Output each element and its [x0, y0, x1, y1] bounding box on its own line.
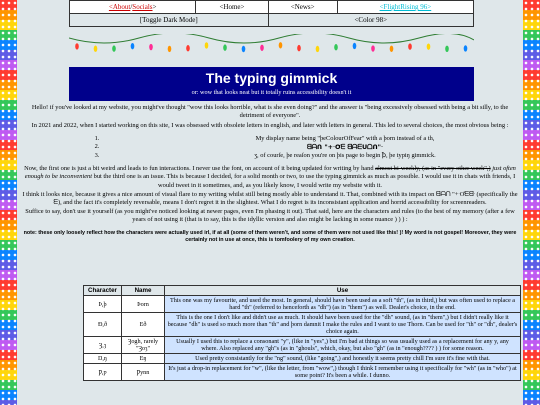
light-bulb [427, 43, 431, 49]
table-row [84, 364, 521, 381]
paragraph-3: I think it looks nice, because it gives a nice amount of visual flare to my writing whilst still being mostly able to understand it. That, combined with its impact on ᗺᗩᑎ "+ᐧƠᗴᗺᐧ (specifically the ᗴ), and the fact it's completely reversable, means I don't regret it in the slightest. What I do regret is its inconsistant application and horrid accessibility for screenreaders. [22, 190, 518, 207]
cell-use: This is the one I don't like and didn't use as much. It should have been used for the "dh" sound, (as in "them",) but I didn't really like it because "dh" is used so much more than "th" and þorn damnit I make the rules and I want to use Thorn. Can be used for "th" or "dh", dealer's choice again. [165, 313, 521, 337]
light-bulb [260, 45, 264, 51]
light-bulb [464, 45, 468, 51]
nav-news-cell [268, 1, 337, 14]
cell-use: Usually I used this to replace a consonant "y", (like in "yes",) but I'm bad at things so was usually used as a replacement for any y, any where. Also replaced any "gh"s (as in "ghouls", which, okay, but also "gh" (as in "enough???? ) ) for some reason. [165, 337, 521, 354]
nav-flightrising-link[interactable]: <FlightRising 96> [379, 3, 432, 11]
light-bulb [445, 46, 449, 52]
table-row [84, 354, 521, 364]
cell-name: Ȝogh, rarely "Ȝoȝ" [122, 337, 165, 354]
page-banner [69, 67, 474, 101]
table-header-row [84, 286, 521, 296]
cell-name: Ƿynn [122, 364, 165, 381]
page-subtitle: or: wow that looks neat but it totally ruins accessibility doesn't it [191, 89, 352, 96]
light-bulb [223, 44, 227, 50]
strikethrough-text: almost bi-weekly, (as in "every other week",) [375, 164, 491, 172]
paragraph-2-text: Now, the first one is just a bit weird and leads to fun interactions. I never use the font, on account of it being updated for writing by hand [24, 164, 376, 172]
nav-news-link[interactable]: <News> [290, 3, 315, 11]
cell-character: Ƿ,ƿ [84, 364, 122, 381]
column-header-name: Name [122, 286, 165, 296]
light-bulb [131, 43, 135, 49]
string-lights-decoration [69, 34, 474, 54]
light-bulb [186, 45, 190, 51]
list-number: 1. [94, 134, 100, 142]
cell-character: Þ,þ [84, 296, 122, 313]
list-item [22, 152, 518, 160]
cell-character: Ŋ,ŋ [84, 354, 122, 364]
nav-about-end: > [152, 3, 157, 11]
cell-character: Ð,ð [84, 313, 122, 337]
color-link[interactable]: <Color 98> [354, 16, 388, 24]
dark-mode-toggle[interactable]: [Toggle Dark Mode] [139, 16, 198, 24]
light-bulb [353, 43, 357, 49]
cell-use: This one was my favourite, and used the most. In general, should have been used as a soft "th", (as in third,) but was often used to replace a hard "th" (referred to henceforth as "dh") (as in "them") as well. Dealer's choice, in the end. [165, 296, 521, 313]
navigation-bar [69, 0, 474, 27]
cell-name: Eŋ [122, 354, 165, 364]
article-body [22, 104, 518, 244]
nav-about-link[interactable]: <About [108, 3, 131, 11]
list-text: ᗺᗩᑎ "+ᐧƠᗴ ᗺᗩᗴᑌᗝᑎ"ᐧ [307, 143, 383, 152]
light-bulb [112, 45, 116, 51]
light-bulb [316, 46, 320, 52]
cell-name: Eð [122, 313, 165, 337]
paragraph-4: Suffice to say, don't use it yourself (as you might've noticed looking at newer pages, even I'm phasing it out). That said, here are the characters and rules (to the best of my memory (after a few years of not using it (that is to say, this is the idyllic version and also might be lacking in some nuance ) ) ) : [25, 207, 515, 223]
list-text: ʒ, of courſe, þe reaſon you're on þis page to begin ꝥ, þe typiŋ gimmick. [254, 151, 436, 159]
light-bulb [371, 45, 375, 51]
list-text: My display name being "þeColourOfFear" with a þorn instead of a th, [255, 134, 435, 142]
intro-paragraph-1: Hello! if you've looked at my website, you might've thought "wow this looks horrible, what is she even doing?" and the answer is "being excessively obsessed with being a bit silly, to the detriment of everyone". [31, 104, 509, 120]
list-item [22, 135, 518, 143]
cell-character: Ȝ,ȝ [84, 337, 122, 354]
light-bulbs [75, 42, 467, 52]
page-title: The typing gimmick [205, 70, 338, 86]
rainbow-border-right [523, 0, 540, 405]
light-bulb [334, 44, 338, 50]
nav-home-link[interactable]: <Home> [219, 3, 245, 11]
paragraph-2-text-end: but the third one is an issue. This is because I decided, for a solid month or two, to use the typing gimmick as much as possible. I would use it in chats with friends, I would tweet in it sometimes, and, as you likely know, I would write my website with it. [92, 173, 516, 189]
cell-name: Þorn [122, 296, 165, 313]
light-bulb [408, 43, 412, 49]
nav-about-cell [70, 1, 196, 14]
light-bulb [168, 46, 172, 52]
light-bulb [94, 46, 98, 52]
nav-separator: / [130, 3, 133, 11]
list-number: 3. [94, 151, 100, 159]
table-row [84, 337, 521, 354]
italic-text: just often enough to be inconvenient [24, 164, 516, 181]
nav-home-cell [196, 1, 268, 14]
light-bulb [242, 46, 246, 52]
color-cell [268, 14, 473, 27]
cell-use: Used pretty consistantly for the "ng" sound, (like "going",) and honestly it seems pretty chill I'm sure it's fine with that. [165, 354, 521, 364]
characters-table [83, 285, 521, 381]
light-bulb [390, 46, 394, 52]
column-header-use: Use [165, 286, 521, 296]
nav-flightrising-cell [337, 1, 473, 14]
list-number: 2. [94, 143, 100, 151]
light-bulb [279, 42, 283, 48]
cell-use: It's just a drop-in replacement for "w", (like the letter, from "wow",) though I think I remember using it specifically for "wh" (as in "who") at some point? It's been a while. I dunno. [165, 364, 521, 381]
table-row [84, 296, 521, 313]
note-text: note: these only loosely reflect how the characters were actually used irl, if at all (some of them weren't, and some of them were not used like this! )! My word is not gospel! Moreover, they were certainly not in use at once, this is tomfoolery of my own creation. [23, 230, 517, 244]
column-header-character: Character [84, 286, 122, 296]
rainbow-border-left [0, 0, 17, 405]
intro-paragraph-2: In 2021 and 2022, when I started working on this site, I was obsessed with obsolete letters in english, and later with letters in general. This led to several choices, the most obvious being : [31, 121, 509, 129]
paragraph-2 [22, 165, 518, 190]
light-bulb [149, 44, 153, 50]
light-bulb [75, 43, 79, 49]
table-row [84, 313, 521, 337]
nav-socials-link[interactable]: Socials [132, 3, 153, 11]
light-bulb [205, 42, 209, 48]
light-bulb [297, 45, 301, 51]
list-item [22, 143, 518, 151]
dark-mode-cell [70, 14, 269, 27]
